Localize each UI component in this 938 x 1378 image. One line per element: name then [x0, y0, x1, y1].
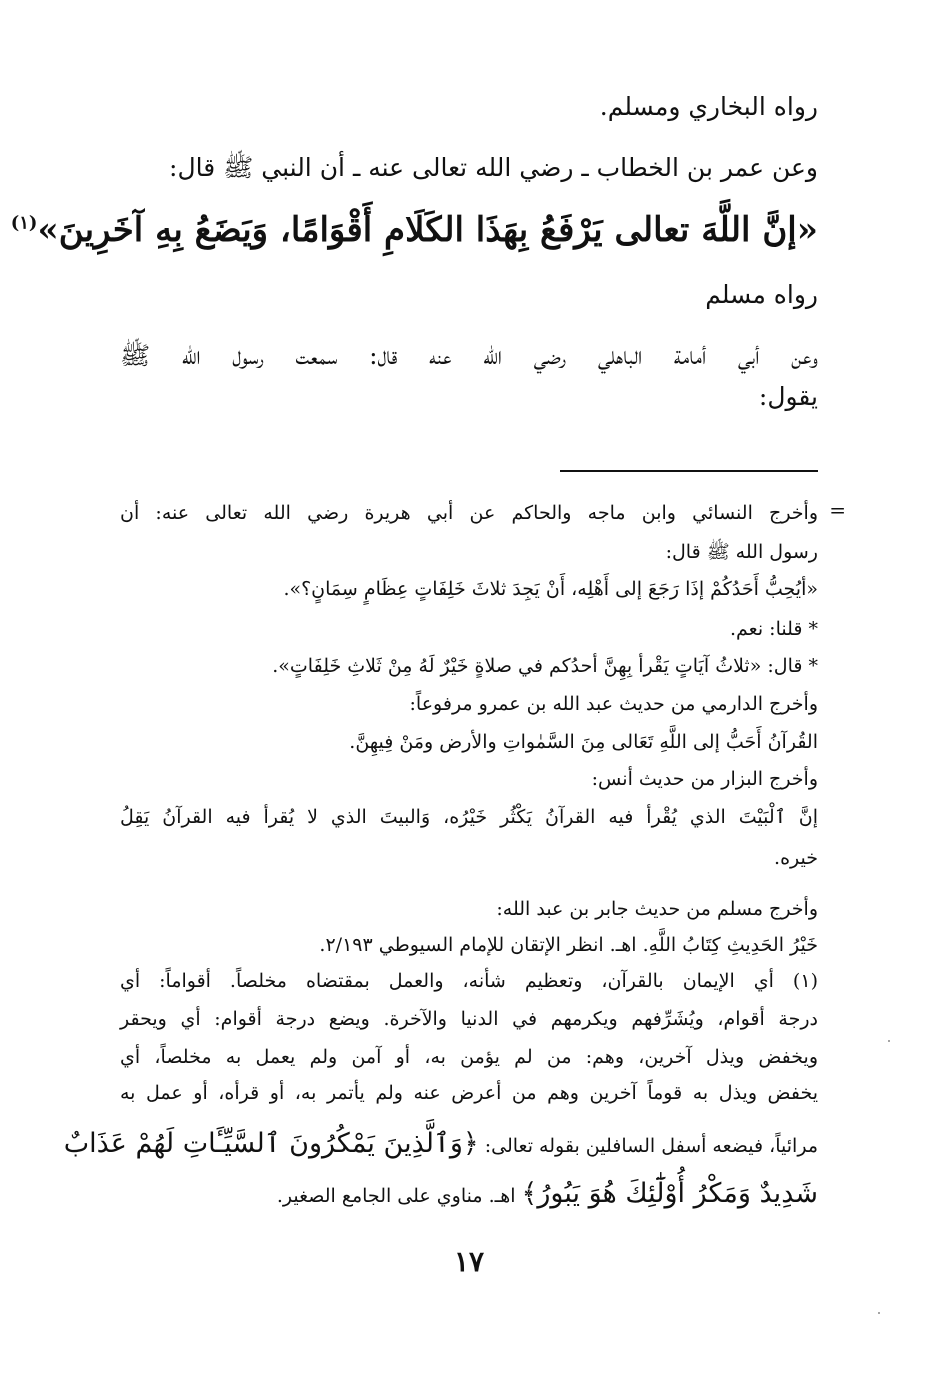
footnote-text: اهـ. مناوي على الجامع الصغير. [276, 1185, 516, 1207]
footnote-line: وأخرج النسائي وابن ماجه والحاكم عن أبي هريرة رضي الله تعالى عنه: أن [120, 502, 818, 524]
footnote-separator [560, 470, 818, 472]
footnote-line: درجة أقوام، ويُشَرِّفهم ويكرمهم في الدنيا والآخرة. ويضع درجة أقوام: أي ويحقر [120, 1008, 818, 1030]
footnote-line: خَيْرُ الحَدِيثِ كِتَابُ اللَّهِ. اهـ. انظر الإتقان للإمام السيوطي ٢/١٩٣. [319, 934, 818, 956]
main-line-5: وعن أبي أمامة الباهلي رضي الله عنه قال: سمعت رسول الله ﷺ [120, 341, 818, 370]
footnote-text: مرائياً، فيضعه أسفل السافلين بقوله تعالى: [484, 1135, 818, 1157]
quran-verse: شَدِيدٌ وَمَكْرُ أُوْلَٰٓئِكَ هُوَ يَبُورُ﴾ [521, 1178, 818, 1209]
quote-footnote-ref: (١) [10, 212, 38, 234]
footnote-line [120, 1178, 818, 1209]
footnote-line: * قلنا: نعم. [729, 618, 818, 640]
footnote-line: يخفض ويذل به قوماً آخرين وهم من أعرض عنه ولم يأتمر به، أو قرأه، أو عمل به [120, 1082, 818, 1104]
hadith-quote [10, 210, 818, 250]
scan-speck [878, 1312, 880, 1314]
main-line-4: رواه مسلم [705, 280, 818, 309]
continuation-mark: = [829, 498, 846, 522]
quran-verse: ﴿وَٱلَّذِينَ يَمْكُرُونَ ٱلسَّيِّـَٔاتِ لَهُمْ عَذَابٌ [63, 1128, 479, 1159]
footnote-line: * قال: «ثلاثُ آيَاتٍ يَقْرأ بِهِنَّ أحدُكم في صلاةٍ خَيْرٌ لَهُ مِنْ ثَلاثِ خَلِفَاتٍ». [272, 655, 818, 677]
footnote-line: ويخفض ويذل آخرين، وهم: من لم يؤمن به، أو آمن ولم يعمل به مخلصاً، أي [120, 1046, 818, 1068]
footnote-line: إنَّ ٱلْبَيْتَ الذي يُقْرأ فيه القرآنُ يَكْثُر خَيْرُه، وَالبيتَ الذي لا يُقرأ فيه القرآنُ يَقِلُ [120, 806, 818, 828]
hadith-quote-text: «إنَّ اللَّهَ تعالى يَرْفَعُ بِهَذَا الكَلَامِ أَقْوَامًا، وَيَضَعُ بِهِ آخَرِينَ» [37, 210, 818, 250]
footnote-line [63, 1128, 818, 1159]
footnote-line: رسول الله ﷺ قال: [665, 541, 818, 563]
footnote-line: وأخرج الدارمي من حديث عبد الله بن عمرو مرفوعاً: [409, 693, 818, 715]
page-number: ١٧ [453, 1245, 485, 1278]
footnote-line: وأخرج البزار من حديث أنس: [591, 768, 818, 790]
main-line-6: يقول: [758, 382, 818, 411]
main-line-1: رواه البخاري ومسلم. [599, 92, 818, 121]
footnote-line: (١) أي الإيمان بالقرآن، وتعظيم شأنه، والعمل بمقتضاه مخلصاً. أقواماً: أي [120, 970, 818, 992]
footnote-line: القُرآنُ أَحَبُّ إلى اللَّهِ تَعَالى مِنَ السَّمٰواتِ والأرض ومَنْ فِيهِنَّ. [349, 731, 818, 753]
scan-speck [888, 1040, 890, 1042]
footnote-line: «أيُحِبُّ أَحَدُكُمْ إذَا رَجَعَ إلى أَهْلِه، أَنْ يَجِدَ ثلاثَ خَلِفَاتٍ عِظَامٍ سِمَانٍ؟». [283, 578, 818, 600]
footnote-line: وأخرج مسلم من حديث جابر بن عبد الله: [496, 898, 818, 920]
footnote-line: خيره. [774, 847, 818, 869]
main-line-2: وعن عمر بن الخطاب ـ رضي الله تعالى عنه ـ أن النبي ﷺ قال: [169, 153, 818, 182]
